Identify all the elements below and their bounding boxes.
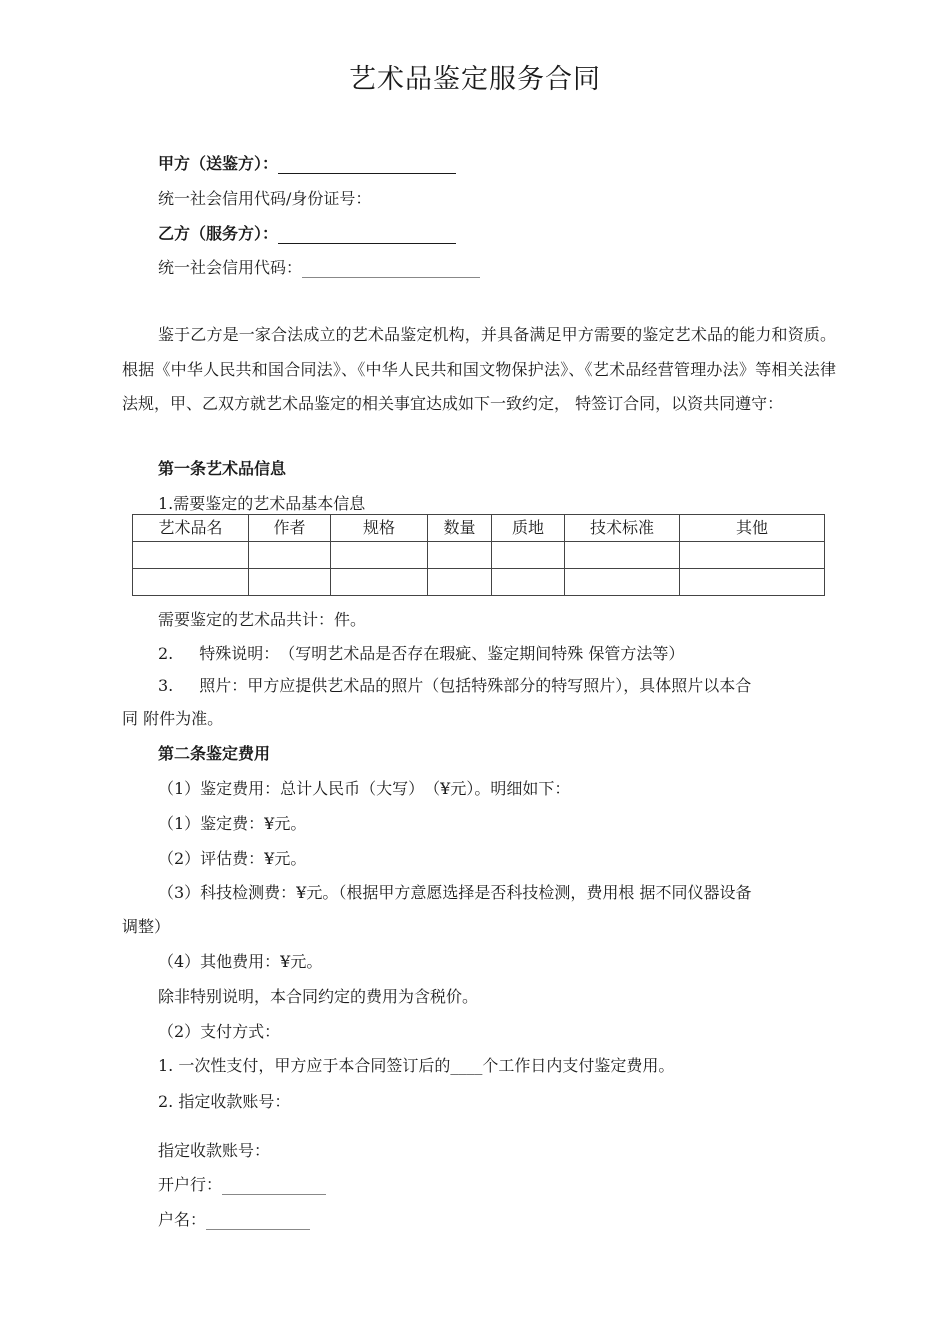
fee-tech-testing: （3）科技检测费：¥元。（根据甲方意愿选择是否科技检测，费用根 据不同仪器设备 <box>158 883 752 902</box>
fee-other: （4）其他费用：¥元。 <box>158 952 323 971</box>
article1-item2 <box>158 644 684 664</box>
table-row <box>133 569 825 596</box>
party-b-id-label: 统一社会信用代码： <box>158 258 303 277</box>
bank-label: 开户行： <box>158 1175 223 1194</box>
payment-method: （2）支付方式： <box>158 1022 281 1041</box>
table-cell[interactable] <box>680 569 825 596</box>
party-b-id-blank[interactable] <box>302 260 480 278</box>
payment-account: 2. 指定收款账号： <box>158 1092 291 1111</box>
tax-note: 除非特别说明，本合同约定的费用为含税价。 <box>158 987 479 1006</box>
table-cell[interactable] <box>331 542 428 569</box>
party-a-line <box>158 154 456 174</box>
party-b-label: 乙方（服务方）： <box>158 224 279 243</box>
table-header-row <box>133 515 825 542</box>
account-label: 指定收款账号： <box>158 1141 271 1160</box>
table-header-cell: 作者 <box>249 515 331 542</box>
bank-blank[interactable] <box>222 1177 326 1195</box>
table-header-cell: 规格 <box>331 515 428 542</box>
table-cell[interactable] <box>331 569 428 596</box>
table-header-cell: 数量 <box>428 515 492 542</box>
table-row <box>133 542 825 569</box>
table-cell[interactable] <box>428 569 492 596</box>
artwork-total: 需要鉴定的艺术品共计：件。 <box>158 610 367 629</box>
article1-item1: 1.需要鉴定的艺术品基本信息 <box>158 494 366 513</box>
table-cell[interactable] <box>133 569 249 596</box>
table-cell[interactable] <box>249 569 331 596</box>
article1-item3-cont: 同 附件为准。 <box>122 709 224 728</box>
article2-heading: 第二条鉴定费用 <box>158 744 271 763</box>
table-cell[interactable] <box>249 542 331 569</box>
fee-total: （1）鉴定费用：总计人民币（大写） （¥元）。明细如下： <box>158 779 571 798</box>
table-header-cell: 质地 <box>492 515 565 542</box>
fee-appraisal: （1）鉴定费：¥元。 <box>158 814 307 833</box>
item2-number: 2. <box>158 644 174 663</box>
table-cell[interactable] <box>680 542 825 569</box>
table-cell[interactable] <box>492 569 565 596</box>
table-header-cell: 艺术品名 <box>133 515 249 542</box>
party-a-id-label: 统一社会信用代码/身份证号： <box>158 189 372 208</box>
account-name-label: 户名： <box>158 1210 207 1229</box>
payment-lump-sum: 1. 一次性支付，甲方应于本合同签订后的____个工作日内支付鉴定费用。 <box>158 1056 675 1075</box>
table-header-cell: 其他 <box>680 515 825 542</box>
table-cell[interactable] <box>565 542 680 569</box>
party-a-blank[interactable] <box>278 155 456 174</box>
item2-text: 特殊说明： （写明艺术品是否存在瑕疵、鉴定期间特殊 保管方法等） <box>199 644 685 663</box>
bank-line <box>158 1175 326 1195</box>
fee-tech-testing-cont: 调整） <box>122 917 171 936</box>
artwork-info-table <box>132 514 825 596</box>
table-cell[interactable] <box>428 542 492 569</box>
party-b-blank[interactable] <box>278 225 456 244</box>
item3-text: 照片：甲方应提供艺术品的照片（包括特殊部分的特写照片），具体照片以本合 <box>199 676 752 695</box>
article1-heading: 第一条艺术品信息 <box>158 459 287 478</box>
contract-title: 艺术品鉴定服务合同 <box>349 64 601 95</box>
table-header-cell: 技术标准 <box>565 515 680 542</box>
party-b-line <box>158 224 456 244</box>
table-cell[interactable] <box>565 569 680 596</box>
fee-evaluation: （2）评估费：¥元。 <box>158 849 307 868</box>
preamble-paragraph: 鉴于乙方是一家合法成立的艺术品鉴定机构，并具备满足甲方需要的鉴定艺术品的能力和资质。根据《中华人民共和国合同法》、《中华人民共和国文物保护法》、《艺术品经营管理办法》等相关法律法规，甲、乙双方就艺术品鉴定的相关事宜达成如下一致约定， 特签订合同，以资共同遵守： <box>122 325 836 413</box>
table-cell[interactable] <box>492 542 565 569</box>
party-a-label: 甲方（送鉴方）： <box>158 154 279 173</box>
article1-item3 <box>158 676 751 696</box>
table-cell[interactable] <box>133 542 249 569</box>
account-name-blank[interactable] <box>206 1212 310 1230</box>
account-name-line <box>158 1210 310 1230</box>
party-b-id-line <box>158 258 480 278</box>
item3-number: 3. <box>158 676 174 695</box>
